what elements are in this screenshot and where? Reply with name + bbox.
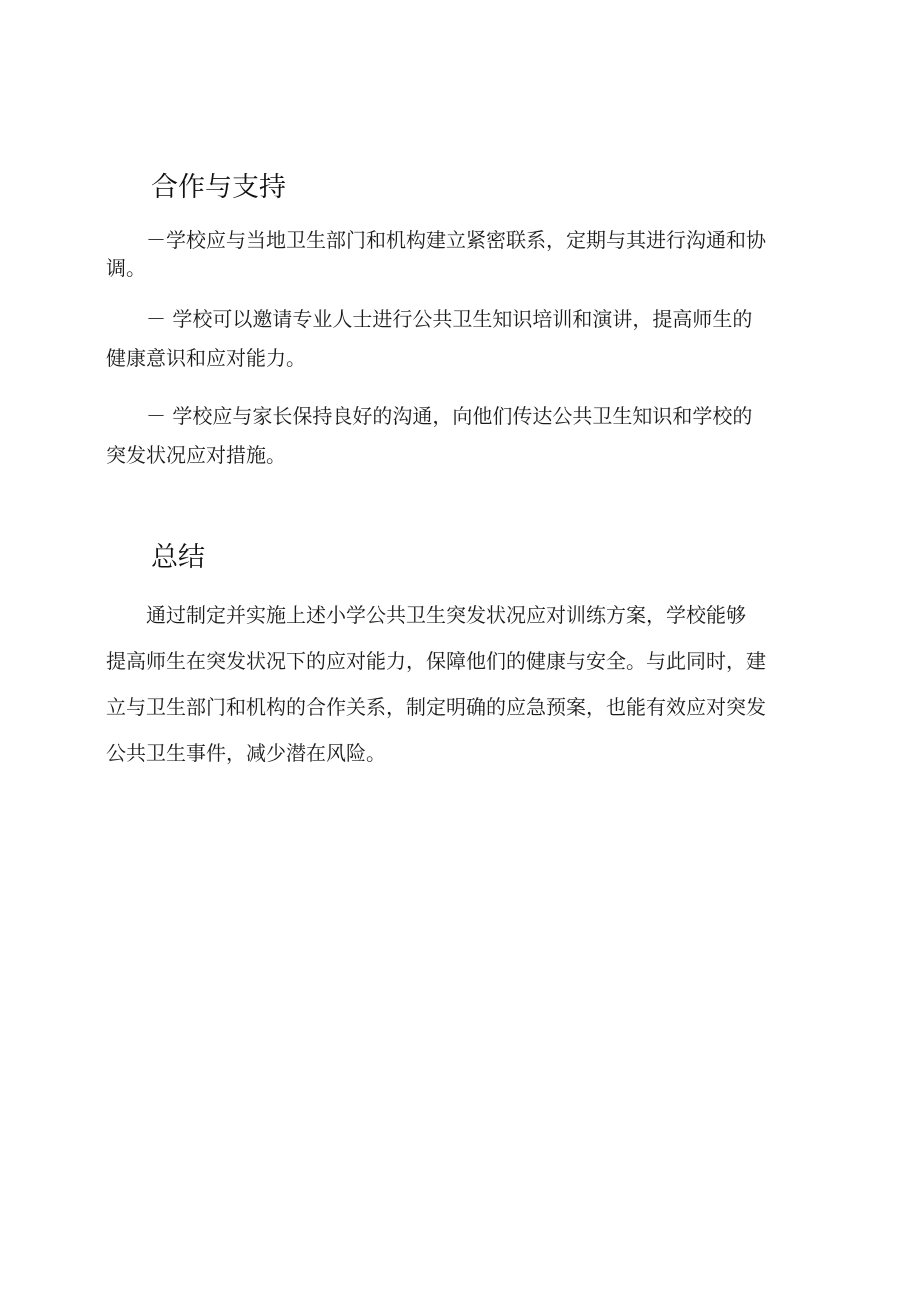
paragraph-line: 公共卫生事件，减少潜在风险。 — [106, 741, 386, 765]
paragraph-line: 健康意识和应对能力。 — [106, 346, 306, 370]
paragraph-line: － 学校可以邀请专业人士进行公共卫生知识培训和演讲，提高师生的 — [106, 307, 753, 331]
paragraph-line: 调。 — [106, 256, 146, 280]
cooperation-paragraph-3 — [106, 397, 822, 475]
section-heading-summary: 总结 — [151, 542, 205, 573]
paragraph-line: 提高师生在突发状况下的应对能力，保障他们的健康与安全。与此同时，建 — [106, 649, 766, 673]
cooperation-paragraph-2 — [106, 300, 822, 378]
paragraph-line: － 学校应与家长保持良好的沟通，向他们传达公共卫生知识和学校的 — [106, 404, 753, 428]
paragraph-line: 立与卫生部门和机构的合作关系，制定明确的应急预案，也能有效应对突发 — [106, 695, 766, 719]
paragraph-line: 突发状况应对措施。 — [106, 443, 286, 467]
section-heading-cooperation: 合作与支持 — [151, 172, 286, 203]
paragraph-line: 通过制定并实施上述小学公共卫生突发状况应对训练方案，学校能够 — [106, 603, 746, 627]
cooperation-paragraph-1 — [106, 226, 822, 282]
paragraph-line: －学校应与当地卫生部门和机构建立紧密联系，定期与其进行沟通和协 — [146, 228, 766, 252]
summary-paragraph — [106, 592, 822, 776]
